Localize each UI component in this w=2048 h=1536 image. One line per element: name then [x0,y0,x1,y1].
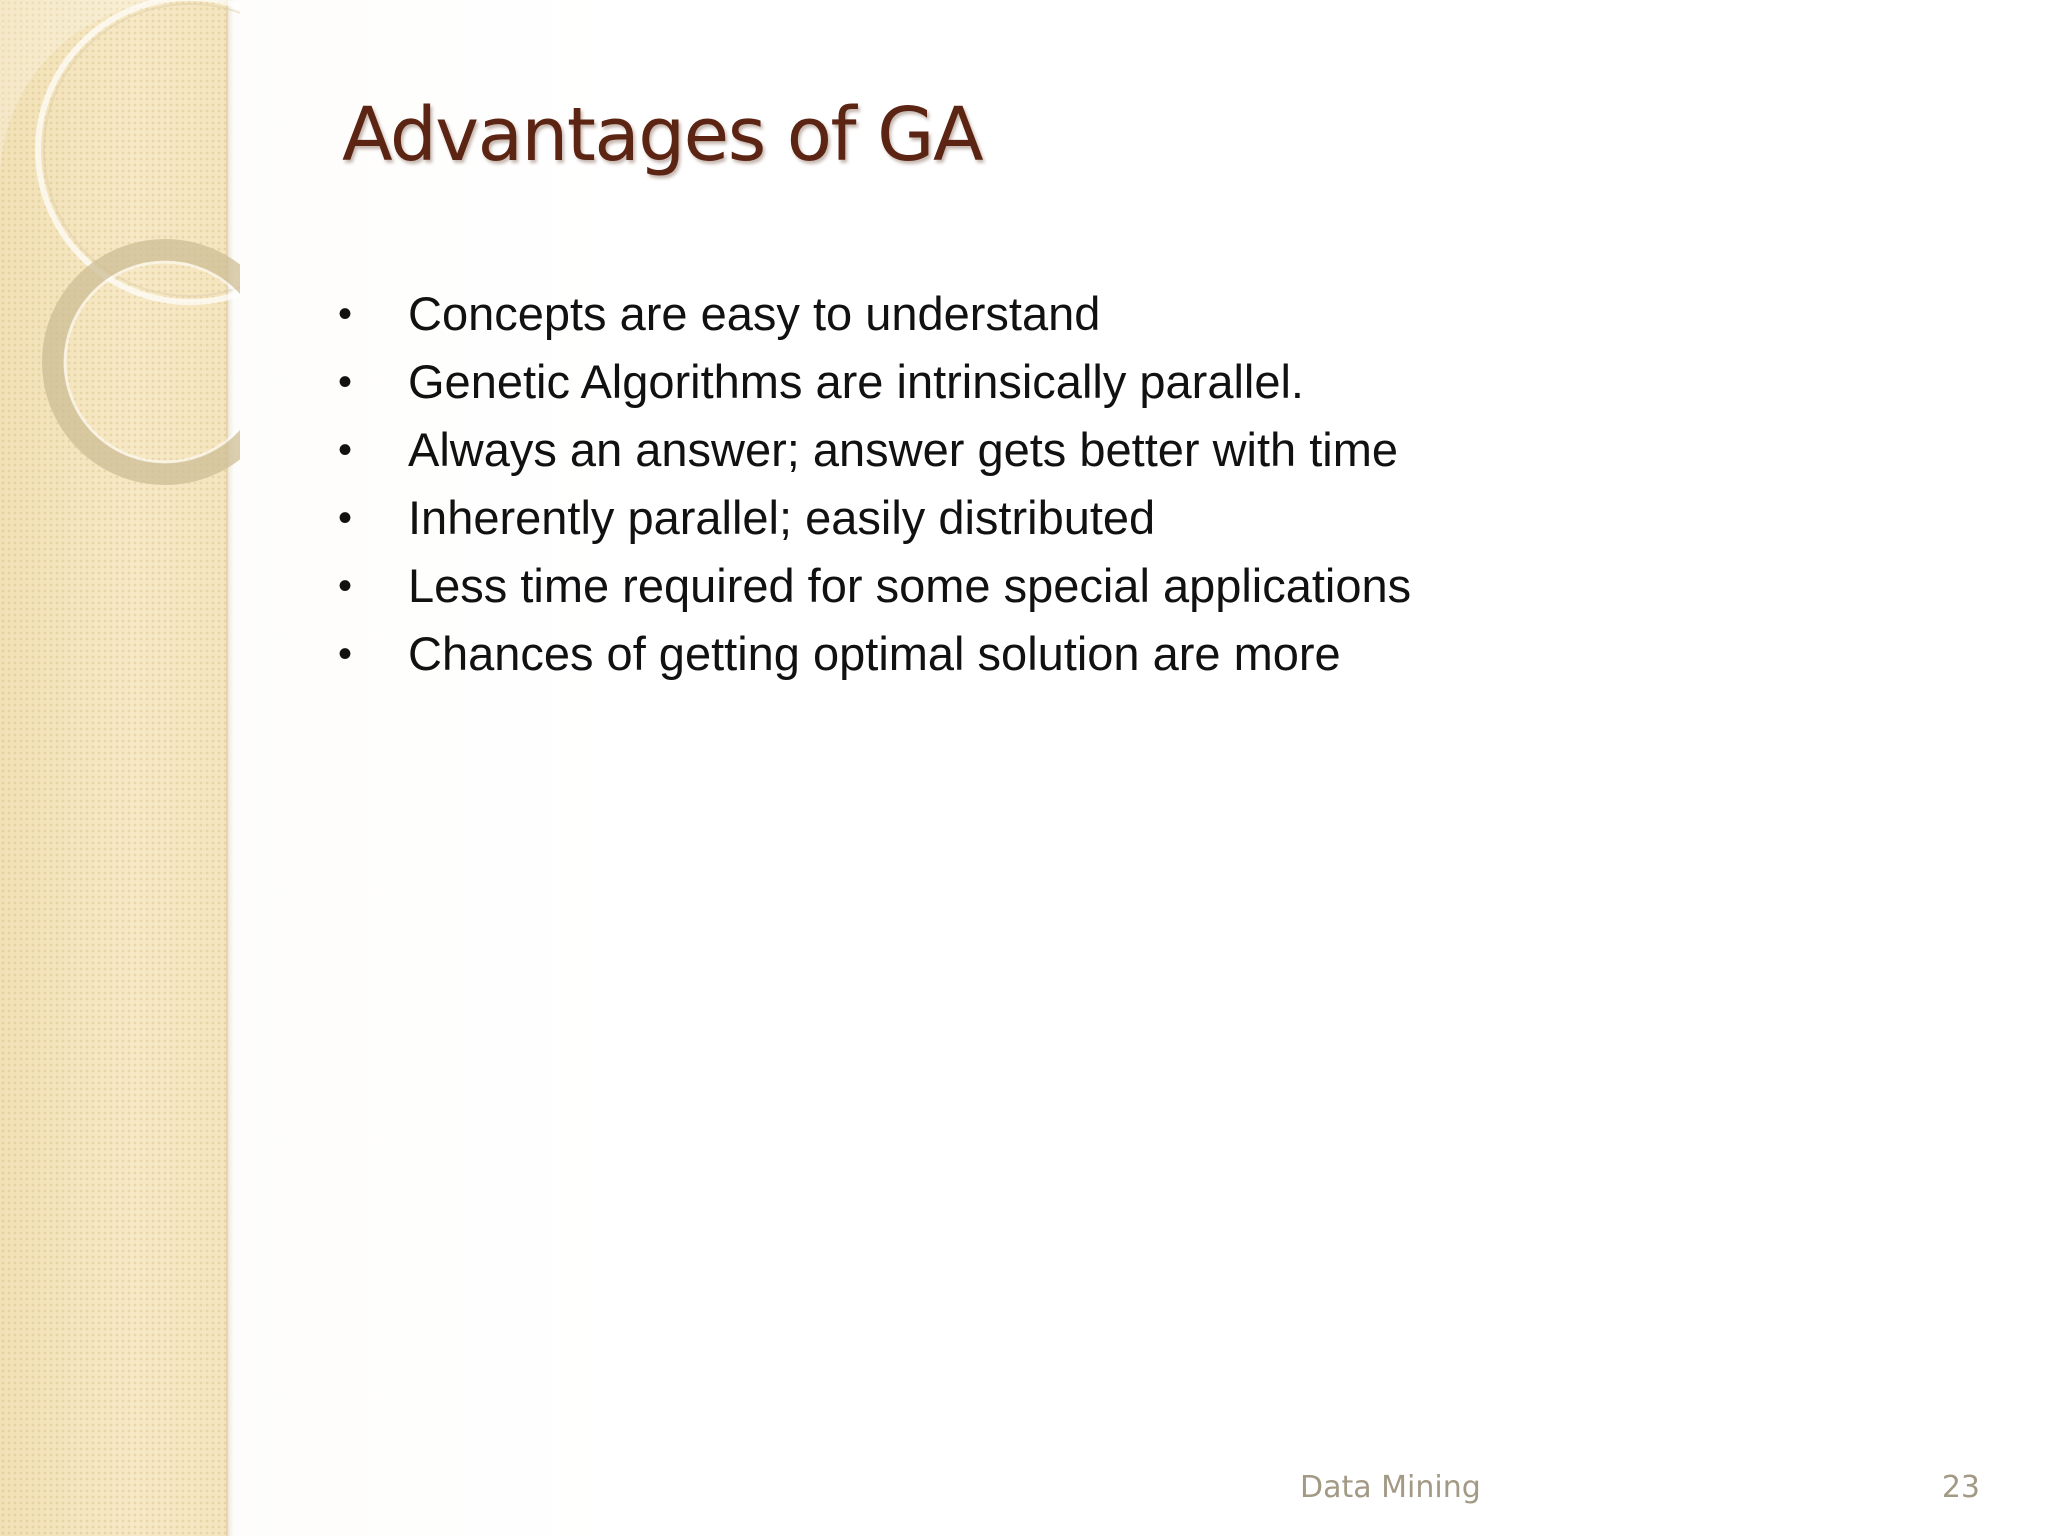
bullet-list [338,284,1411,692]
bullet-icon: • [338,496,353,540]
bullet-icon: • [338,360,353,404]
bullet-item [338,284,1411,352]
decorative-ring-small [53,250,240,474]
bullet-item [338,556,1411,624]
bullet-text: Always an answer; answer gets better with time [408,423,1399,476]
bullet-text: Chances of getting optimal solution are more [408,627,1341,680]
bullet-icon: • [338,632,353,676]
bullet-item [338,420,1411,488]
bullet-item [338,624,1411,692]
bullet-item [338,488,1411,556]
bullet-icon: • [338,292,353,336]
bullet-text: Concepts are easy to understand [408,287,1101,340]
slide-number: 23 [1941,1470,1980,1505]
bullet-text: Inherently parallel; easily distributed [408,491,1156,544]
slide-footer: Data Mining [1300,1470,1481,1505]
slide-title: Advantages of GA [342,92,983,178]
bullet-text: Less time required for some special applications [408,559,1412,612]
bullet-icon: • [338,428,353,472]
decorative-corner-light [0,0,180,180]
bullet-item [338,352,1411,420]
decorative-rings [0,0,240,520]
bullet-text: Genetic Algorithms are intrinsically parallel. [408,355,1304,408]
bullet-icon: • [338,564,353,608]
